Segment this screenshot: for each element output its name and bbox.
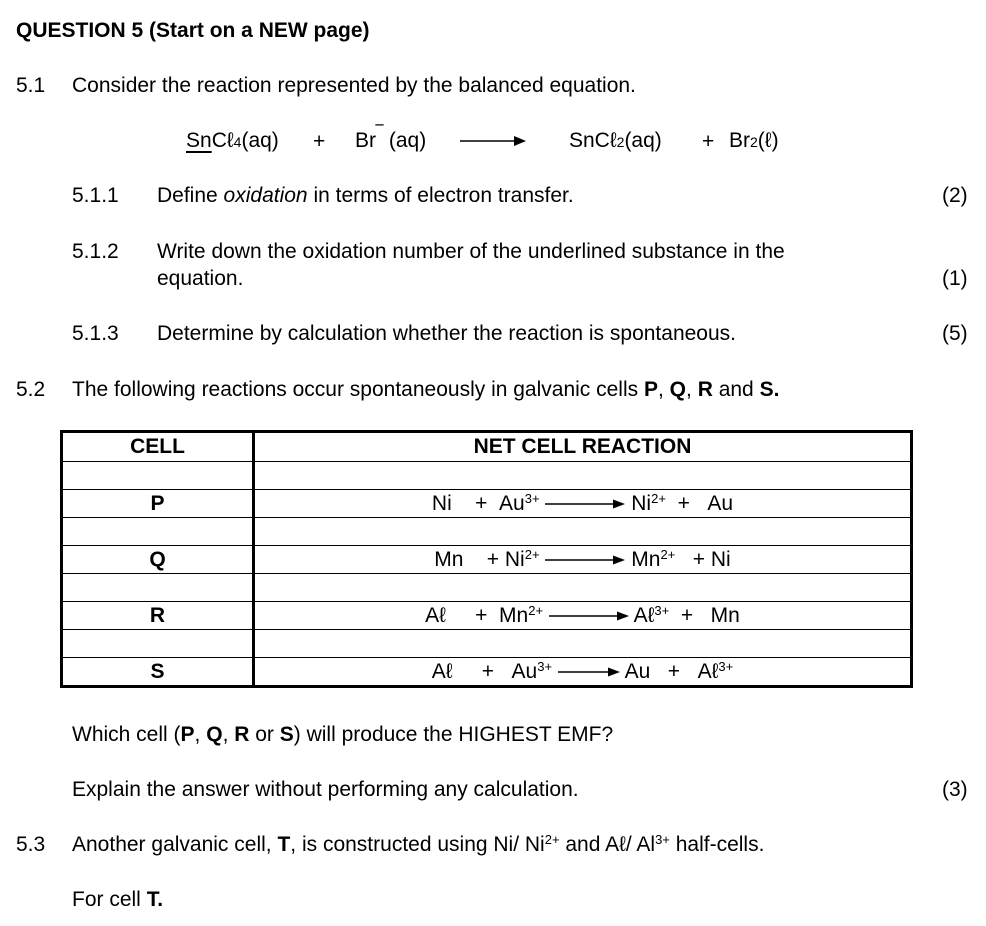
q5-1-2-line2: equation. — [157, 267, 244, 290]
q5-1-2-number: 5.1.2 — [72, 240, 119, 263]
equation-plus-2: + — [702, 130, 715, 153]
cell-label: Q — [62, 546, 254, 574]
q5-3-text: Another galvanic cell, T, is constructed using Ni/ $Ni^{2+}$ and Aℓ/ $Al^{3+}$ half-cells. — [72, 832, 765, 856]
q5-3-for-cell: For cell T. — [72, 888, 164, 911]
reaction-arrow-icon — [558, 666, 620, 678]
cell-label: S — [62, 658, 254, 687]
q5-1-3-number: 5.1.3 — [72, 322, 119, 345]
q5-2-marks: (3) — [942, 778, 968, 801]
cell-reactions-table — [60, 430, 913, 688]
q5-1-3-marks: (5) — [942, 322, 968, 345]
q5-1-1-number: 5.1.1 — [72, 184, 119, 207]
equation-product1: SnCℓ2(aq) — [569, 129, 662, 152]
q5-2-text: The following reactions occur spontaneously in galvanic cells P, Q, R and S. — [72, 378, 780, 401]
spacer-row — [62, 630, 912, 658]
spacer-row — [62, 574, 912, 602]
q5-1-3-text: Determine by calculation whether the reaction is spontaneous. — [157, 322, 736, 345]
net-reaction: Mn + $Ni^{2+}$ $Mn^{2+}$ + Ni — [254, 546, 912, 574]
q5-1-1-text: Define oxidation in terms of electron transfer. — [157, 184, 574, 207]
spacer-row — [62, 518, 912, 546]
header-cell: CELL — [62, 432, 254, 462]
equation-reactant1: SnCℓ4(aq) — [186, 129, 279, 152]
cell-label: R — [62, 602, 254, 630]
question-title: QUESTION 5 (Start on a NEW page) — [16, 19, 370, 42]
net-reaction: Ni + $Au^{3+}$ $Ni^{2+}$ + Au — [254, 490, 912, 518]
equation-arrow-icon — [460, 134, 526, 148]
underlined-substance: Sn — [186, 129, 212, 152]
reaction-arrow-icon — [545, 498, 625, 510]
q5-2-number: 5.2 — [16, 378, 46, 401]
q5-1-2-marks: (1) — [942, 267, 968, 290]
table-header-row — [62, 432, 912, 462]
spacer-row — [62, 462, 912, 490]
header-net-cell-reaction: NET CELL REACTION — [254, 432, 912, 462]
q5-1-number: 5.1 — [16, 74, 46, 97]
q5-2-question: Which cell (P, Q, R or S) will produce the HIGHEST EMF? — [72, 723, 614, 746]
q5-1-2-line1: Write down the oxidation number of the underlined substance in the — [157, 240, 785, 263]
equation-plus-1: + — [313, 130, 326, 153]
q5-1-1-marks: (2) — [942, 184, 968, 207]
table-row — [62, 602, 912, 630]
cell-label: P — [62, 490, 254, 518]
equation-product2: Br2(ℓ) — [729, 129, 779, 152]
q5-1-text: Consider the reaction represented by the balanced equation. — [72, 74, 636, 97]
q5-3-number: 5.3 — [16, 833, 46, 856]
net-reaction: Aℓ + $Mn^{2+}$ Aℓ$^{3+}$ + Mn — [254, 602, 912, 630]
table-row — [62, 658, 912, 687]
q5-2-explain: Explain the answer without performing any calculation. — [72, 778, 579, 801]
table-row — [62, 546, 912, 574]
equation-reactant2: Br‾ (aq) — [355, 123, 427, 152]
reaction-arrow-icon — [549, 610, 629, 622]
reaction-arrow-icon — [545, 554, 625, 566]
net-reaction: Aℓ + $Au^{3+}$ Au + Aℓ$^{3+}$ — [254, 658, 912, 687]
table-row — [62, 490, 912, 518]
